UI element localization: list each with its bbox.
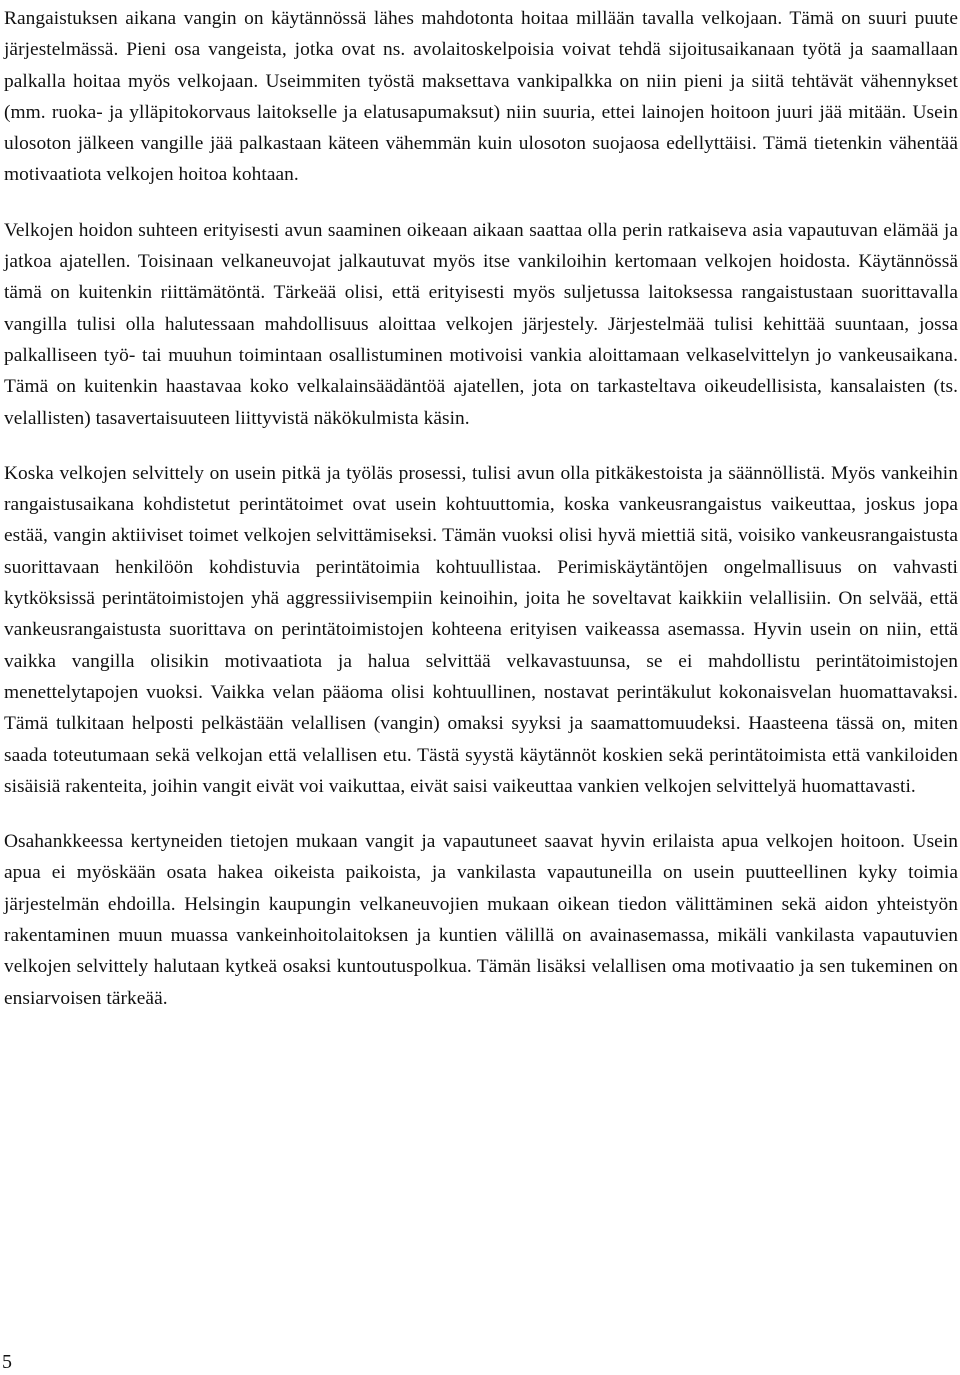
paragraph-3: Koska velkojen selvittely on usein pitkä ja työläs prosessi, tulisi avun olla pitkäkestoista ja säännöllistä. Myös vankeihin rangaistusaikana kohdistetut perintätoimet ovat usein kohtuuttomia, koska vankeusrangaistus vaikeuttaa, joskus jopa estää, vangin aktiiviset toimet velkojen selvittämiseksi. Tämän vuoksi olisi hyvä miettiä sitä, voisiko vankeusrangaistusta suorittavaan henkilöön kohdistuvia perintätoimia kohtuullistaa. Perimiskäytäntöjen ongelmallisuus on vahvasti kytköksissä perintätoimistojen yhä aggressiivisempiin keinoihin, joita he soveltavat kaikkiin velallisiin. On selvää, että vankeusrangaistusta suorittava on perintätoimistojen kohteena erityisen vaikeassa asemassa. Hyvin usein on niin, että vaikka vangilla olisikin motivaatiota ja halua selvittää velkavastuunsa, se ei mahdollistu perintätoimistojen menettelytapojen vuoksi. Vaikka velan pääoma olisi kohtuullinen, nostavat perintäkulut kokonaisvelan huomattavaksi. Tämä tulkitaan helposti pelkästään velallisen (vangin) omaksi syyksi ja saamattomuudeksi. Haasteena tässä on, miten saada toteutumaan sekä velkojan että velallisen etu. Tästä syystä käytännöt koskien sekä perintätoimista että vankiloiden sisäisiä rakenteita, joihin vangit eivät voi vaikuttaa, eivät saisi vaikeuttaa vankien velkojen selvittelyä huomattavasti. <box>4 462 958 797</box>
paragraph-1: Rangaistuksen aikana vangin on käytännössä lähes mahdotonta hoitaa millään tavalla velkojaan. Tämä on suuri puute järjestelmässä. Pieni osa vangeista, jotka ovat ns. avolaitoskelpoisia voivat tehdä sijoitusaikanaan työtä ja saamallaan palkalla hoitaa myös velkojaan. Useimmiten työstä maksettava vankipalkka on niin pieni ja siitä tehtävät vähennykset (mm. ruoka- ja ylläpitokorvaus laitokselle ja elatusapumaksut) niin suuria, ettei lainojen hoitoon juuri jää mitään. Usein ulosoton jälkeen vangille jää palkastaan käteen vähemmän kuin ulosoton suojaosa edellyttäisi. Tämä tietenkin vähentää motivaatiota velkojen hoitoa kohtaan. <box>4 8 958 186</box>
paragraph-2: Velkojen hoidon suhteen erityisesti avun saaminen oikeaan aikaan saattaa olla perin ratkaiseva asia vapautuvan elämää ja jatkoa ajatellen. Toisinaan velkaneuvojat jalkautuvat myös itse vankiloihin kertomaan velkojen hoidosta. Käytännössä tämä on kuitenkin riittämätöntä. Tärkeää olisi, että erityisesti myös suljetussa laitoksessa rangaistustaan suorittavalla vangilla tulisi olla halutessaan mahdollisuus aloittaa velkojen järjestely. Järjestelmää tulisi kehittää suuntaan, jossa palkalliseen työ- tai muuhun toimintaan osallistuminen motivoisi vankia aloittamaan velkaselvittelyn jo vankeusaikana. Tämä on kuitenkin haastavaa koko velkalainsäädäntöä ajatellen, jota on tarkasteltava oikeudellisista, kansalaisten (ts. velallisten) tasavertaisuuteen liittyvistä näkökulmista käsin. <box>4 219 958 429</box>
page-number: 5 <box>2 1351 12 1373</box>
document-page <box>4 0 958 1014</box>
paragraph-4: Osahankkeessa kertyneiden tietojen mukaan vangit ja vapautuneet saavat hyvin erilaista apua velkojen hoitoon. Usein apua ei myöskään osata hakea oikeista paikoista, ja vankilasta vapautuneilla on usein puutteellinen kyky toimia järjestelmän ehdoilla. Helsingin kaupungin velkaneuvojien mukaan oikean tiedon välittäminen sekä aidon yhteistyön rakentaminen muun muassa vankeinhoitolaitoksen ja kuntien välillä on avainasemassa, mikäli vankilasta vapautuvien velkojen selvittely halutaan kytkeä osaksi kuntoutuspolkua. Tämän lisäksi velallisen oma motivaatio ja sen tukeminen on ensiarvoisen tärkeää. <box>4 831 958 1009</box>
